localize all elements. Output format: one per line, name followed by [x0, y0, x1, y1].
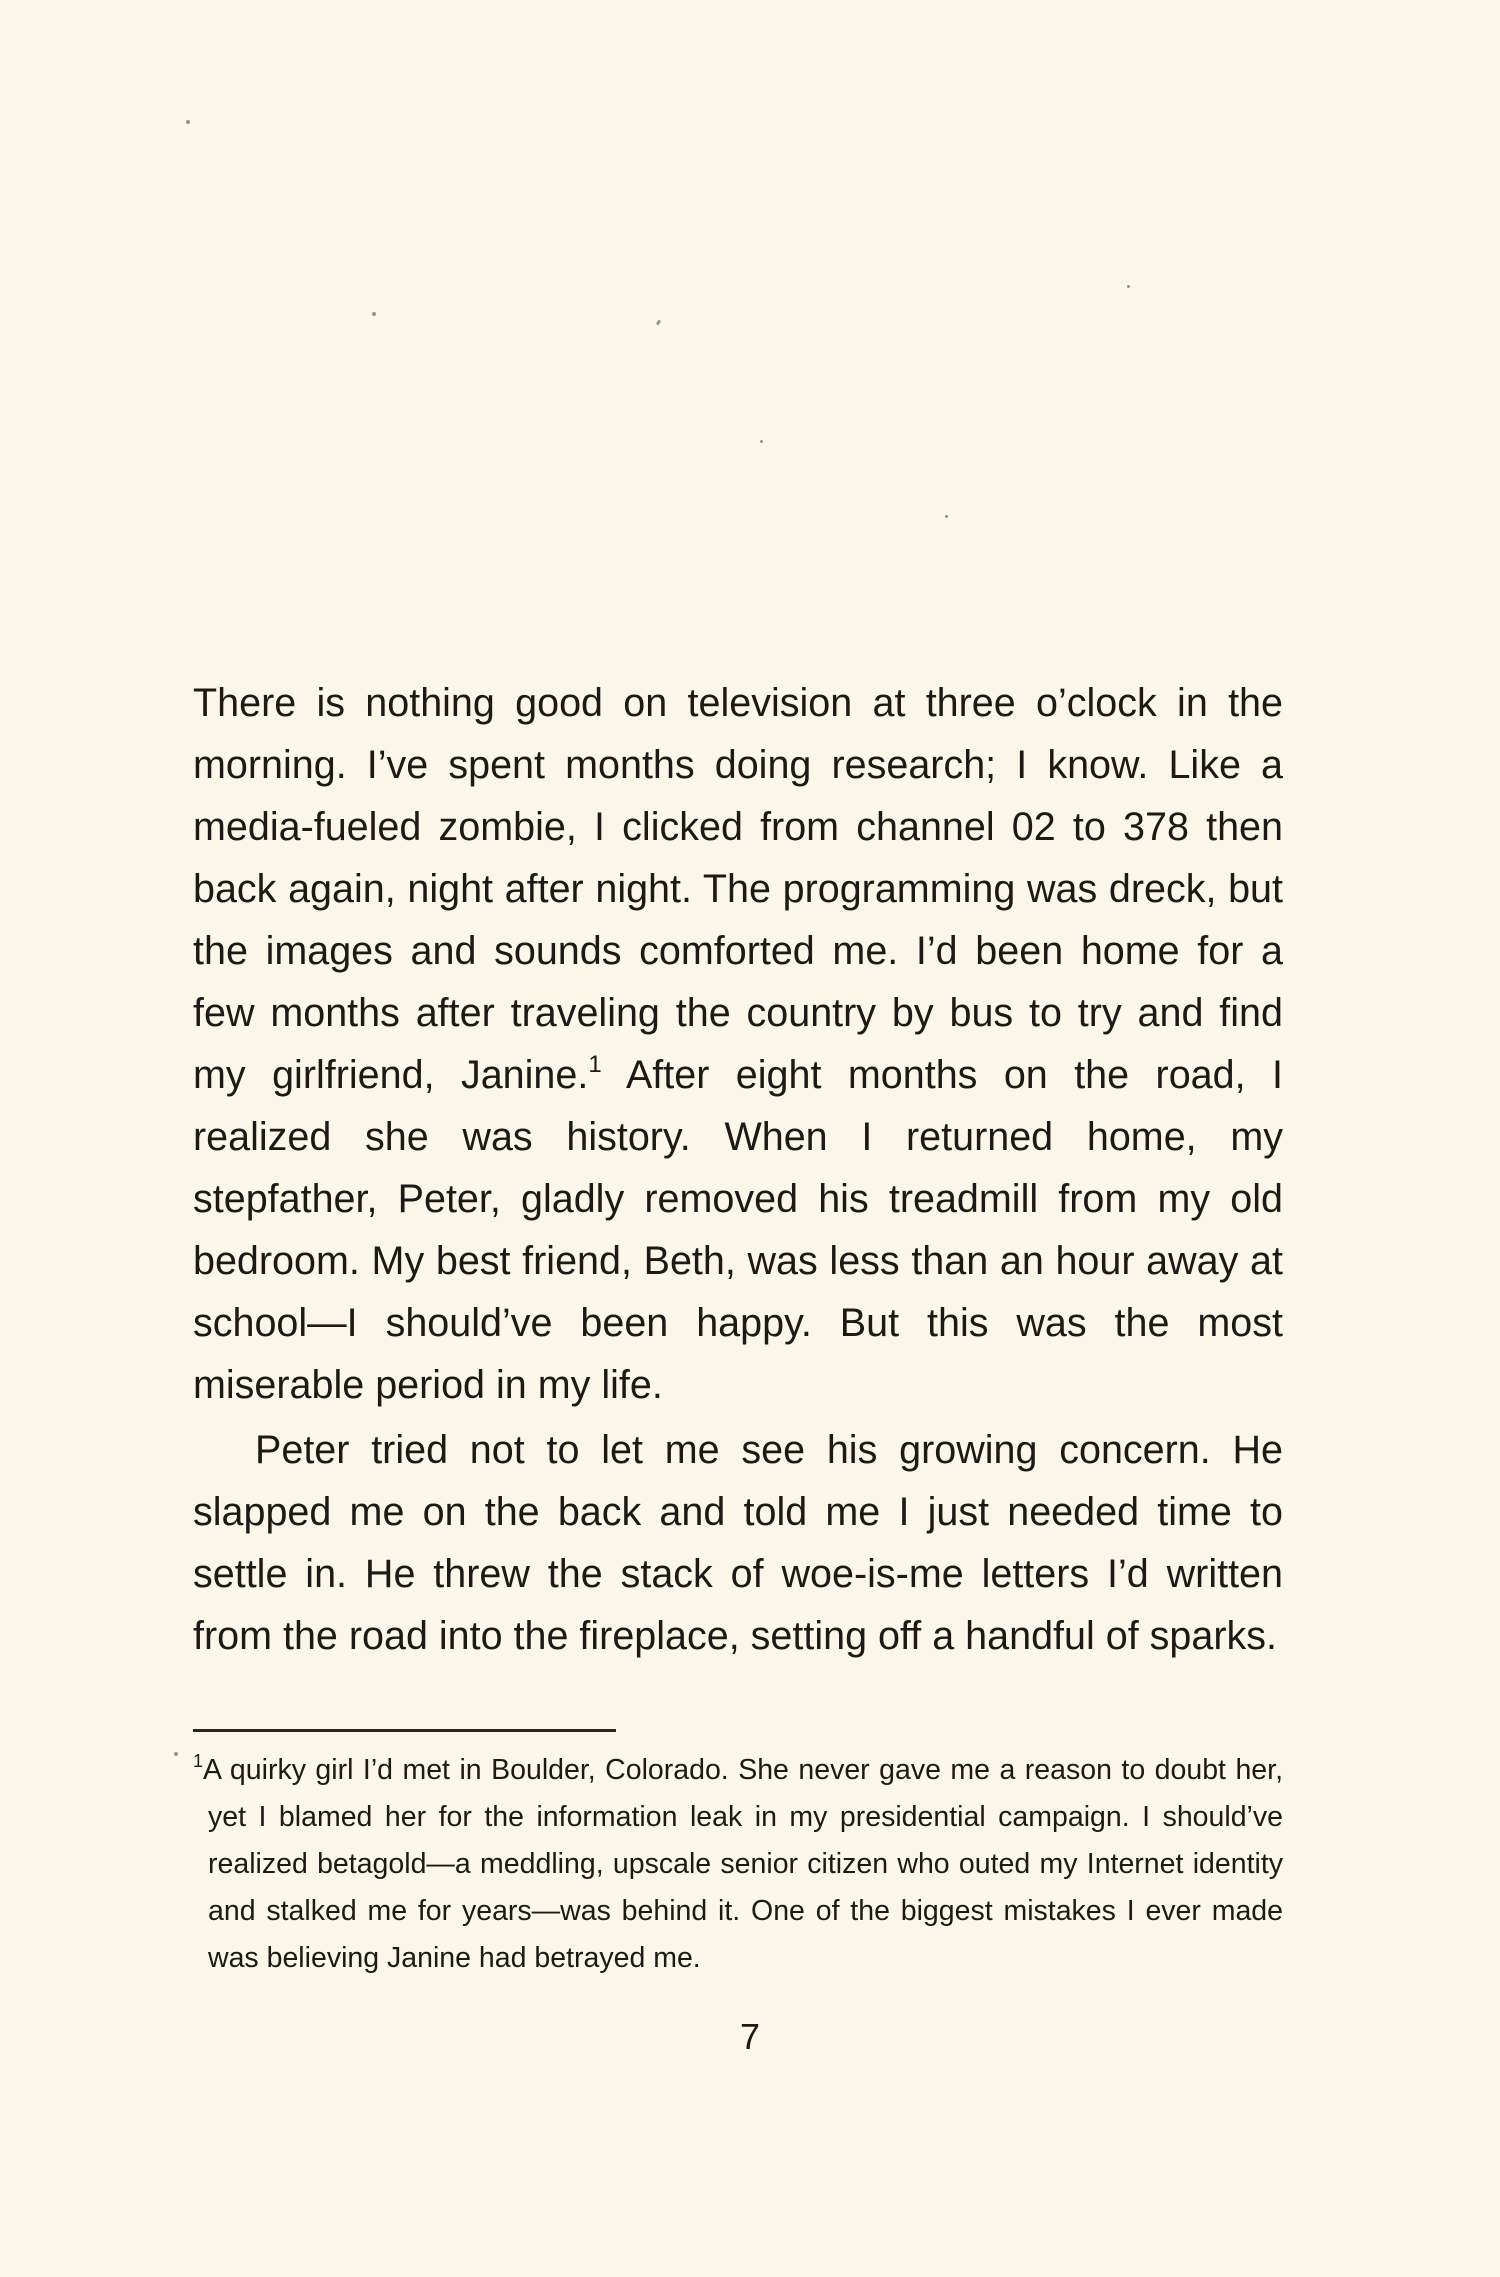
paragraph-text: There is nothing good on television at three o’clock in the morning. I’ve spent months doing research; I know. Like a media-fueled zombie, I clicked from channel 02 to 378 then back again, night after night. The programming was dreck, but the images and sounds comforted me. I’d been home for a few months after traveling the country by bus to try and find my girlfriend, Janine. — [193, 681, 1283, 1097]
paper-speck — [186, 120, 190, 124]
page-number: 7 — [739, 2016, 761, 2057]
paper-speck — [372, 312, 376, 316]
paragraph — [193, 672, 1283, 1416]
footnote-divider — [193, 1729, 616, 1732]
footnote-text: A quirky girl I’d met in Boulder, Colorado. She never gave me a reason to doubt her, yet I blamed her for the information leak in my presidential campaign. I should’ve realized betagold—a meddling, upscale senior citizen who outed my Internet identity and stalked me for years—was behind it. One of the biggest mistakes I ever made was believing Janine had betrayed me. — [203, 1754, 1283, 1974]
paragraph-text: After eight months on the road, I realized she was history. When I returned home, my stepfather, Peter, gladly removed his treadmill from my old bedroom. My best friend, Beth, was less than an hour away at school—I should’ve been happy. But this was the most miserable period in my life. — [193, 1053, 1283, 1407]
footnote-marker: 1 — [193, 1751, 204, 1771]
paper-speck — [1127, 285, 1130, 288]
paper-speck — [656, 320, 661, 326]
paragraph: Peter tried not to let me see his growing concern. He slapped me on the back and told me I just needed time to settle in. He threw the stack of woe-is-me letters I’d written from the road into the fireplace, setting off a handful of sparks. — [193, 1428, 1283, 1658]
footnote-reference: 1 — [588, 1051, 602, 1078]
paper-speck — [174, 1752, 178, 1756]
body-text — [193, 672, 1283, 1667]
footnote — [193, 1747, 1283, 1982]
paper-speck — [945, 515, 948, 518]
paper-speck — [760, 440, 763, 443]
